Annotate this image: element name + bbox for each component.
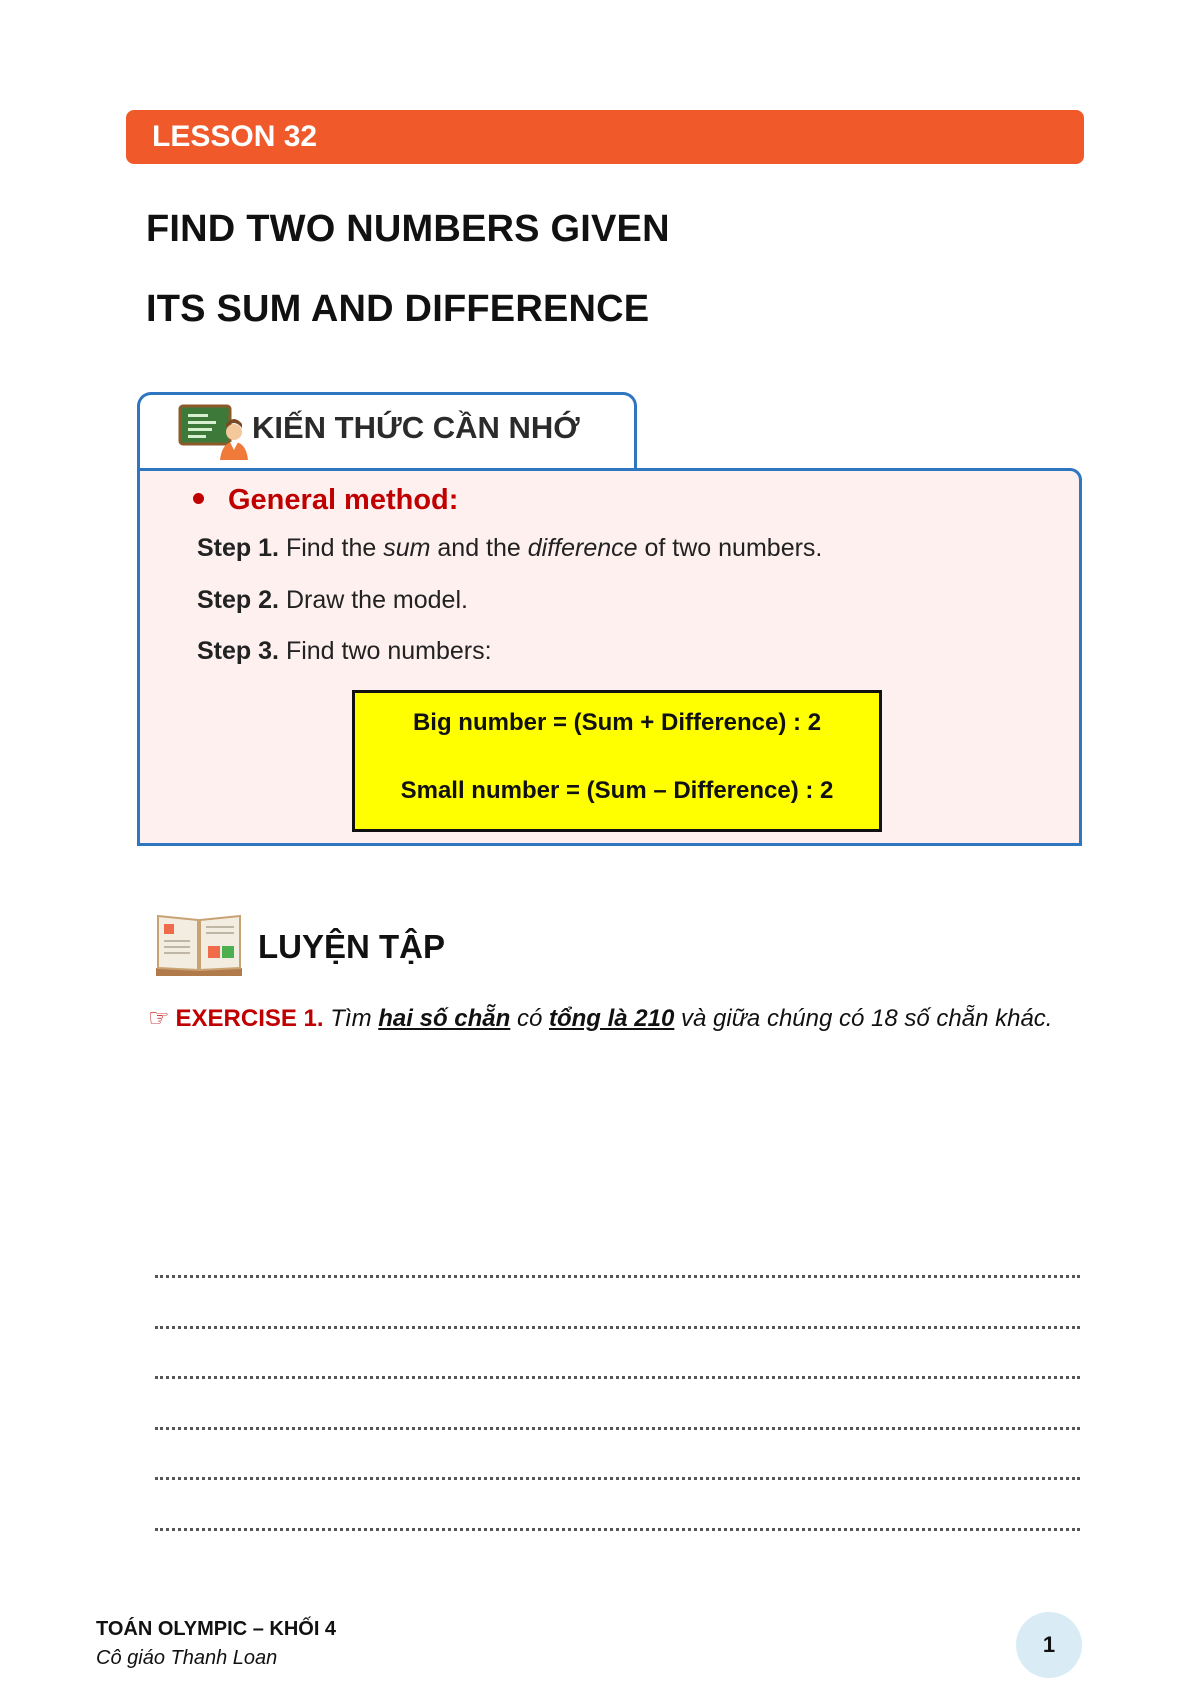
step-1-difference: difference [527,534,638,562]
teacher-blackboard-icon [178,402,250,462]
answer-line-3[interactable] [155,1376,1080,1379]
answer-line-6[interactable] [155,1528,1080,1531]
answer-line-5[interactable] [155,1477,1080,1480]
formula-small-number: Small number = (Sum – Difference) : 2 [400,777,834,804]
formula-big-number: Big number = (Sum + Difference) : 2 [412,709,822,736]
method-heading [193,484,458,517]
step-1-sum: sum [383,534,431,562]
pointing-hand-icon: ☞ [148,1005,170,1032]
knowledge-heading: KIẾN THỨC CẦN NHỚ [252,410,580,445]
answer-line-1[interactable] [155,1275,1080,1278]
step-3-label: Step 3. [197,637,279,665]
method-label: General method: [228,484,459,516]
exercise-1-label: EXERCISE 1. [175,1005,324,1032]
formula-box [352,690,882,832]
step-2 [197,586,468,615]
practice-heading: LUYỆN TẬP [258,928,446,965]
exercise-1-sum: tổng là 210 [548,1005,675,1032]
step-2-label: Step 2. [197,586,279,614]
step-3-text: Find two numbers: [285,637,492,665]
exercise-1 [148,1004,1052,1033]
footer-author: Cô giáo Thanh Loan [96,1647,278,1669]
exercise-1-text-b: có [510,1005,549,1032]
lesson-banner: LESSON 32 [126,110,1084,164]
bullet-dot-icon [193,493,204,504]
footer-course-title: TOÁN OLYMPIC – KHỐI 4 [96,1618,337,1640]
exercise-1-even-numbers: hai số chẵn [378,1005,511,1032]
step-2-text: Draw the model. [285,586,468,614]
step-1-label: Step 1. [197,534,279,562]
step-1-text-a: Find the [285,534,384,562]
step-1-text-c: of two numbers. [637,534,823,562]
answer-line-4[interactable] [155,1427,1080,1430]
exercise-1-text-a: Tìm [330,1005,379,1032]
page-title-line-2: ITS SUM AND DIFFERENCE [146,288,650,330]
step-3 [197,637,492,666]
answer-line-2[interactable] [155,1326,1080,1329]
page-title-line-1: FIND TWO NUMBERS GIVEN [146,208,670,250]
open-book-icon [154,912,244,978]
page-number-badge: 1 [1016,1612,1082,1678]
exercise-1-text-c: và giữa chúng có 18 số chẵn khác. [674,1005,1053,1032]
step-1-text-b: and the [430,534,528,562]
step-1 [197,534,822,563]
